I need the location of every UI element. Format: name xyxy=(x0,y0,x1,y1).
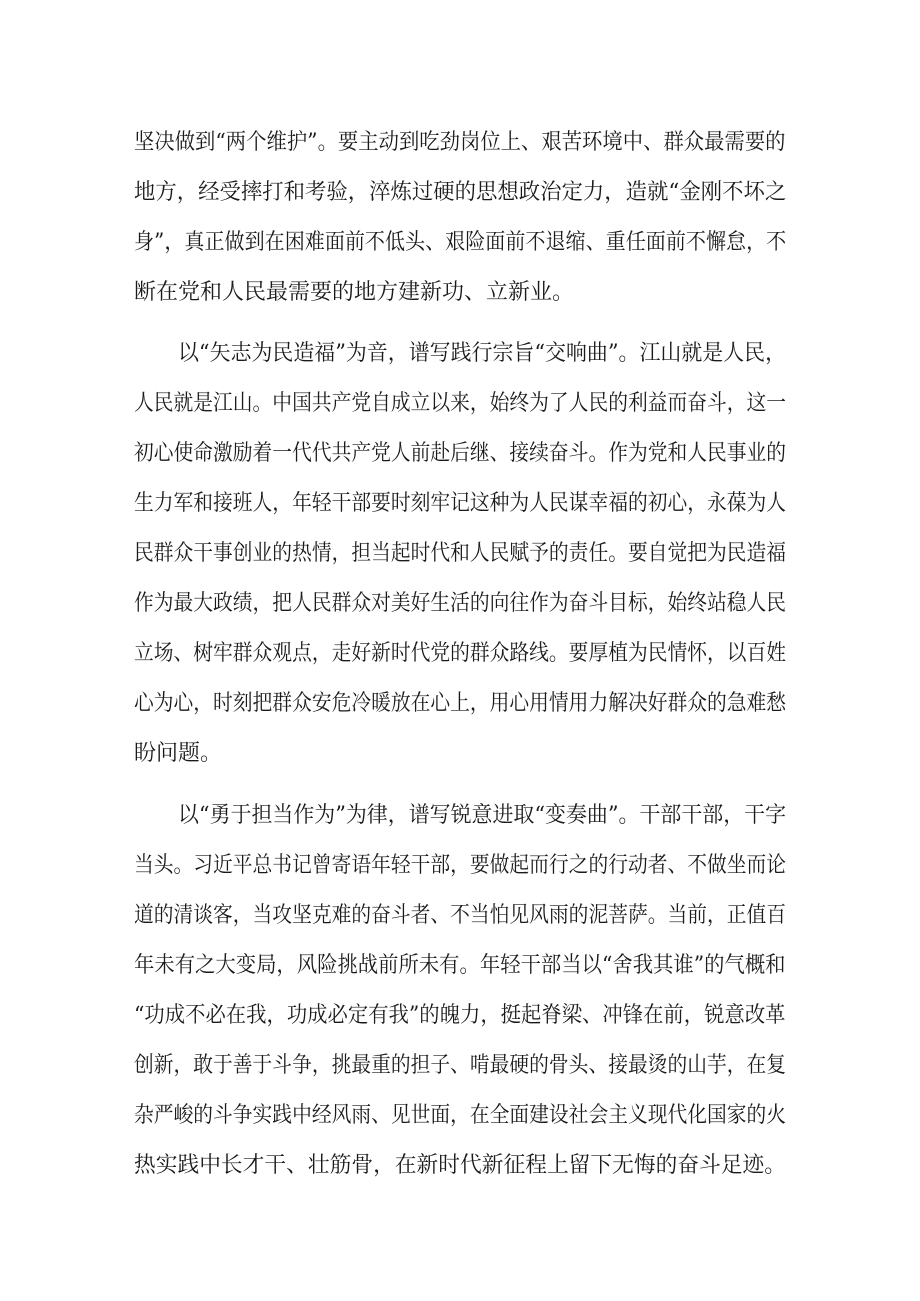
text-line: 民群众干事创业的热情，担当起时代和人民赋予的责任。要自觉把为民造福 xyxy=(134,541,787,566)
text-line: 年未有之大变局，风险挑战前所未有。年轻干部当以“舍我其谁”的气概和 xyxy=(134,953,786,978)
text-line: 以“矢志为民造福”为音，谱写践行宗旨“交响曲”。江山就是人民， xyxy=(178,341,787,366)
text-line: 生力军和接班人，年轻干部要时刻牢记这种为人民谋幸福的初心，永葆为人 xyxy=(134,491,787,516)
text-line: 以“勇于担当作为”为律，谱写锐意进取“变奏曲”。干部干部，干字 xyxy=(178,803,787,828)
text-line: 当头。习近平总书记曾寄语年轻干部，要做起而行之的行动者、不做坐而论 xyxy=(134,853,787,878)
text-line: 身”，真正做到在困难面前不低头、艰险面前不退缩、重任面前不懈怠，不 xyxy=(134,230,787,255)
text-line: 断在党和人民最需要的地方建新功、立新业。 xyxy=(134,280,575,305)
text-line: 立场、树牢群众观点，走好新时代党的群众路线。要厚植为民情怀，以百姓 xyxy=(134,641,787,666)
text-line: 作为最大政绩，把人民群众对美好生活的向往作为奋斗目标，始终站稳人民 xyxy=(134,591,787,616)
text-line: 创新，敢于善于斗争，挑最重的担子、啃最硬的骨头、接最烫的山芋，在复 xyxy=(134,1053,787,1078)
text-line: 热实践中长才干、壮筋骨，在新时代新征程上留下无悔的奋斗足迹。 xyxy=(134,1153,787,1178)
text-line: 坚决做到“两个维护”。要主动到吃劲岗位上、艰苦环境中、群众最需要的 xyxy=(134,130,786,155)
text-line: 盼问题。 xyxy=(134,741,223,766)
text-line: 人民就是江山。中国共产党自成立以来，始终为了人民的利益而奋斗，这一 xyxy=(134,391,787,416)
text-line: 初心使命激励着一代代共产党人前赴后继、接续奋斗。作为党和人民事业的 xyxy=(134,441,787,466)
text-line: 道的清谈客，当攻坚克难的奋斗者、不当怕见风雨的泥菩萨。当前，正值百 xyxy=(134,903,787,928)
text-line: “功成不必在我，功成必定有我”的魄力，挺起脊梁、冲锋在前，锐意改革 xyxy=(134,1003,786,1028)
text-line: 地方，经受摔打和考验，淬炼过硬的思想政治定力，造就“金刚不坏之 xyxy=(134,180,787,205)
text-line: 杂严峻的斗争实践中经风雨、见世面，在全面建设社会主义现代化国家的火 xyxy=(134,1103,787,1128)
text-line: 心为心，时刻把群众安危冷暖放在心上，用心用情用力解决好群众的急难愁 xyxy=(134,691,787,716)
